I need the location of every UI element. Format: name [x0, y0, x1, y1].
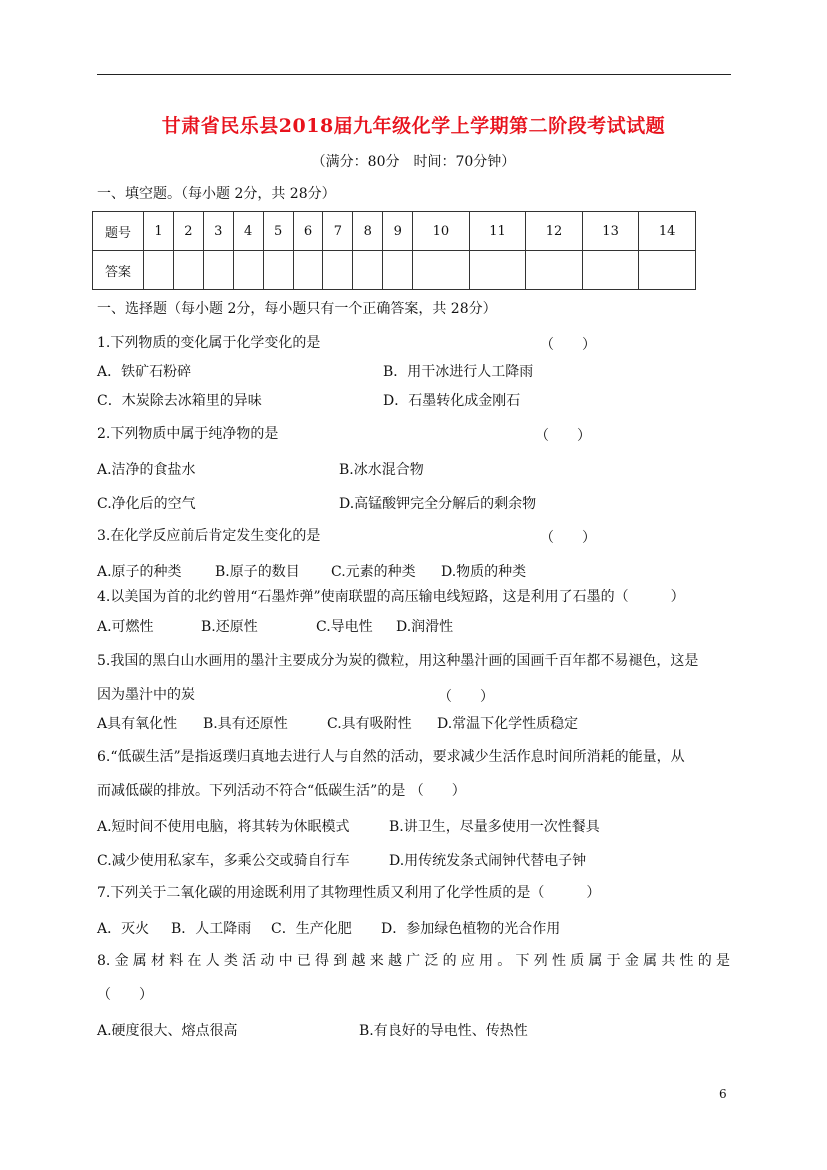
option-b: B.有良好的导电性、传热性: [359, 1023, 528, 1039]
answer-cell[interactable]: [233, 251, 263, 290]
option-d: D.高锰酸钾完全分解后的剩余物: [339, 496, 537, 512]
table-cell: 1: [144, 212, 174, 251]
answer-cell[interactable]: [173, 251, 203, 290]
table-cell: 7: [323, 212, 353, 251]
option-a: A具有氧化性: [97, 716, 178, 732]
option-d: D.物质的种类: [441, 564, 527, 580]
question-stem: 7.下列关于二氧化碳的用途既利用了其物理性质又利用了化学性质的是（ ）: [97, 885, 601, 901]
answer-table: [92, 211, 696, 290]
option-b: B．人工降雨: [171, 921, 252, 937]
option-a: A.可燃性: [97, 619, 154, 635]
option-a: A.洁净的食盐水: [97, 462, 196, 478]
question-stem: 1.下列物质的变化属于化学变化的是: [97, 335, 321, 351]
option-a: A．灭火: [97, 921, 150, 937]
option-b: B.讲卫生，尽量多使用一次性餐具: [389, 819, 600, 835]
table-cell: 12: [526, 212, 583, 251]
answer-cell[interactable]: [144, 251, 174, 290]
table-cell: 3: [203, 212, 233, 251]
answer-cell[interactable]: [582, 251, 639, 290]
option-b: B.原子的数目: [215, 564, 300, 580]
question-stem-continued: 而减低碳的排放。下列活动不符合“低碳生活”的是 （ ）: [97, 783, 466, 799]
option-b: B.还原性: [201, 619, 258, 635]
question-stem-continued: （ ）: [97, 987, 153, 1003]
question-stem: 4.以美国为首的北约曾用“石墨炸弹”使南联盟的高压输电线短路，这是利用了石墨的（ ）: [97, 589, 685, 605]
answer-cell[interactable]: [639, 251, 696, 290]
answer-cell[interactable]: [293, 251, 323, 290]
answer-parenthesis: （ ）: [540, 337, 596, 353]
table-cell: 11: [469, 212, 526, 251]
answer-parenthesis: （ ）: [535, 428, 591, 444]
option-c: C.净化后的空气: [97, 496, 196, 512]
table-cell: 10: [413, 212, 470, 251]
option-a: A.硬度很大、熔点很高: [97, 1023, 238, 1039]
option-a: A.短时间不使用电脑，将其转为休眠模式: [97, 819, 350, 835]
question-stem: 2.下列物质中属于纯净物的是: [97, 426, 279, 442]
table-row: [93, 251, 696, 290]
option-d: D.润滑性: [396, 619, 454, 635]
table-cell: 2: [173, 212, 203, 251]
question-stem: 8.金属材料在人类活动中已得到越来越广泛的应用。下列性质属于金属共性的是: [97, 953, 730, 969]
option-b: B.冰水混合物: [339, 462, 424, 478]
table-cell: 14: [639, 212, 696, 251]
answer-parenthesis: （ ）: [438, 689, 494, 705]
answer-cell[interactable]: [383, 251, 413, 290]
table-cell: 8: [353, 212, 383, 251]
answer-cell[interactable]: [323, 251, 353, 290]
header-rule: [97, 74, 731, 75]
option-c: C.元素的种类: [331, 564, 416, 580]
option-d: D.常温下化学性质稳定: [437, 716, 579, 732]
option-c: C．生产化肥: [271, 921, 352, 937]
table-row-label: 题号: [93, 212, 144, 251]
answer-cell[interactable]: [526, 251, 583, 290]
page-number: 6: [719, 1087, 727, 1101]
table-cell: 5: [263, 212, 293, 251]
question-stem: 3.在化学反应前后肯定发生变化的是: [97, 528, 321, 544]
table-cell: 6: [293, 212, 323, 251]
option-c: C.减少使用私家车，多乘公交或骑自行车: [97, 853, 350, 869]
section-fill-heading: 一、填空题。（每小题 2分，共 28分）: [97, 186, 336, 202]
option-d: D．参加绿色植物的光合作用: [381, 921, 561, 937]
question-stem: 6.“低碳生活”是指返璞归真地去进行人与自然的活动，要求减少生活作息时间所消耗的能量，从: [97, 749, 685, 765]
answer-cell[interactable]: [353, 251, 383, 290]
option-c: C.具有吸附性: [327, 716, 412, 732]
question-stem-continued: 因为墨汁中的炭: [97, 687, 195, 703]
option-d: D.用传统发条式闹钟代替电子钟: [389, 853, 587, 869]
answer-cell[interactable]: [469, 251, 526, 290]
table-cell: 4: [233, 212, 263, 251]
option-a: A．铁矿石粉碎: [97, 364, 192, 380]
option-a: A.原子的种类: [97, 564, 182, 580]
table-cell: 9: [383, 212, 413, 251]
table-row-label: 答案: [93, 251, 144, 290]
section-choice-heading: 一、选择题（每小题 2分，每小题只有一个正确答案，共 28分）: [97, 301, 497, 317]
answer-cell[interactable]: [263, 251, 293, 290]
answer-parenthesis: （ ）: [540, 530, 596, 546]
question-stem: 5.我国的黑白山水画用的墨汁主要成分为炭的微粒，用这种墨汁画的国画千百年都不易褪色，这是: [97, 653, 699, 669]
answer-cell[interactable]: [203, 251, 233, 290]
page-title: 甘肃省民乐县2018届九年级化学上学期第二阶段考试试题: [161, 115, 666, 137]
table-row: [93, 212, 696, 251]
table-cell: 13: [582, 212, 639, 251]
option-c: C．木炭除去冰箱里的异味: [97, 393, 262, 409]
exam-info: （满分：80分 时间：70分钟）: [311, 154, 516, 170]
option-b: B．用干冰进行人工降雨: [383, 364, 534, 380]
option-b: B.具有还原性: [203, 716, 288, 732]
option-c: C.导电性: [316, 619, 373, 635]
answer-cell[interactable]: [413, 251, 470, 290]
option-d: D．石墨转化成金刚石: [383, 393, 521, 409]
